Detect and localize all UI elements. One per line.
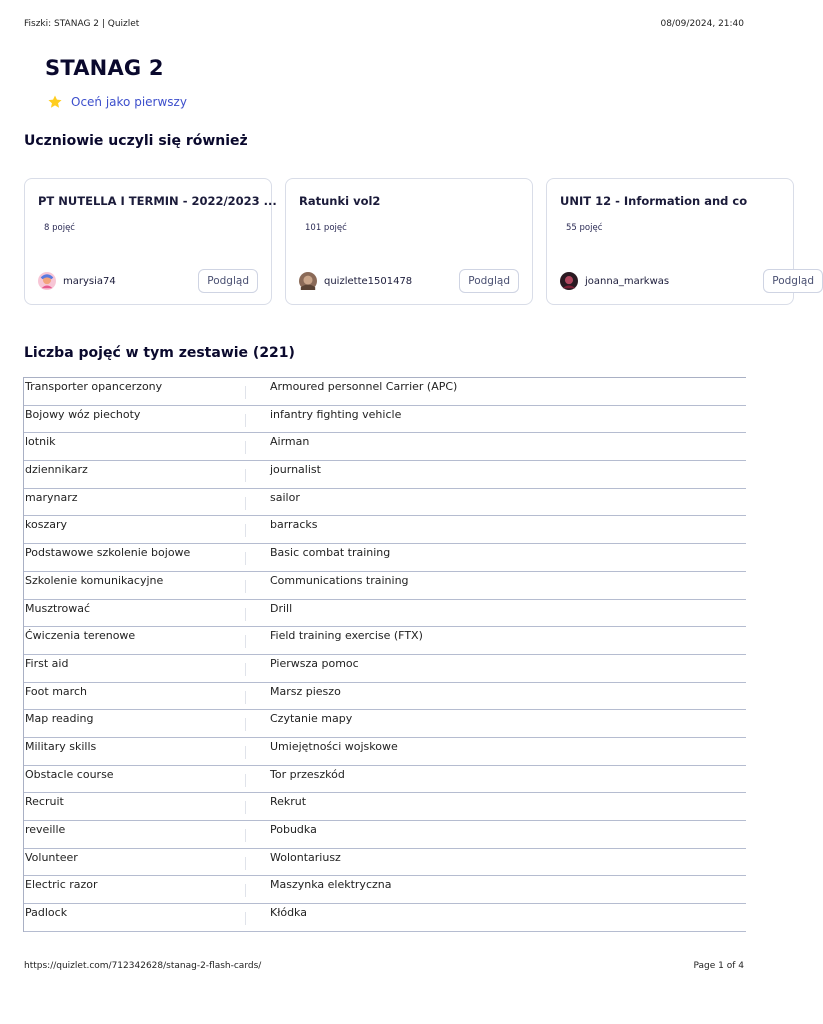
set-card-term-count: 55 pojęć bbox=[566, 223, 603, 233]
row-divider bbox=[245, 441, 246, 454]
set-card-author[interactable] bbox=[38, 271, 116, 291]
row-divider bbox=[245, 857, 246, 870]
row-divider bbox=[245, 608, 246, 621]
row-divider bbox=[245, 663, 246, 676]
term-text: Obstacle course bbox=[25, 767, 114, 781]
term-row bbox=[24, 793, 746, 821]
print-footer bbox=[24, 961, 744, 975]
term-row bbox=[24, 516, 746, 544]
term-text: Musztrować bbox=[25, 601, 91, 615]
term-text: First aid bbox=[25, 656, 69, 670]
definition-text: Umiejętności wojskowe bbox=[270, 739, 398, 753]
row-divider bbox=[245, 801, 246, 814]
definition-text: Czytanie mapy bbox=[270, 712, 353, 726]
avatar bbox=[38, 272, 56, 290]
term-text: Ćwiczenia terenowe bbox=[25, 629, 136, 643]
avatar bbox=[560, 272, 578, 290]
term-count-heading: Liczba pojęć w tym zestawie (221) bbox=[24, 345, 295, 361]
term-row bbox=[24, 766, 746, 794]
term-text: reveille bbox=[25, 823, 66, 836]
row-divider bbox=[245, 884, 246, 897]
term-row bbox=[24, 461, 746, 489]
set-card[interactable] bbox=[285, 178, 533, 305]
term-text: koszary bbox=[25, 518, 67, 532]
set-card-term-count: 101 pojęć bbox=[305, 223, 347, 233]
row-divider bbox=[245, 912, 246, 925]
terms-table bbox=[23, 377, 746, 932]
author-username: joanna_markwas bbox=[585, 275, 670, 287]
row-divider bbox=[245, 746, 246, 759]
term-row bbox=[24, 849, 746, 877]
set-card-title[interactable]: Ratunki vol2 bbox=[299, 194, 381, 208]
set-card-term-count: 8 pojęć bbox=[44, 223, 75, 233]
row-divider bbox=[245, 635, 246, 648]
row-divider bbox=[245, 497, 246, 510]
term-text: Foot march bbox=[25, 684, 87, 698]
also-studied-heading: Uczniowie uczyli się również bbox=[24, 133, 248, 149]
term-row bbox=[24, 904, 746, 932]
definition-text: Pobudka bbox=[270, 823, 317, 836]
term-row bbox=[24, 406, 746, 434]
preview-button[interactable]: Podgląd bbox=[763, 269, 823, 293]
term-row bbox=[24, 572, 746, 600]
term-text: Recruit bbox=[25, 795, 64, 809]
term-text: marynarz bbox=[25, 490, 78, 504]
term-text: Map reading bbox=[25, 712, 94, 726]
definition-text: Basic combat training bbox=[270, 546, 391, 560]
term-row bbox=[24, 489, 746, 517]
definition-text: Maszynka elektryczna bbox=[270, 878, 392, 892]
row-divider bbox=[245, 386, 246, 399]
term-text: Podstawowe szkolenie bojowe bbox=[25, 546, 191, 560]
definition-text: infantry fighting vehicle bbox=[270, 407, 402, 421]
author-username: quizlette1501478 bbox=[324, 275, 413, 287]
definition-text: Airman bbox=[270, 435, 310, 449]
definition-text: sailor bbox=[270, 490, 300, 504]
term-row bbox=[24, 876, 746, 904]
term-row bbox=[24, 683, 746, 711]
definition-text: Communications training bbox=[270, 573, 409, 587]
term-row bbox=[24, 378, 746, 406]
rating-text: Oceń jako pierwszy bbox=[71, 95, 187, 109]
definition-text: Field training exercise (FTX) bbox=[270, 629, 423, 643]
set-card[interactable] bbox=[24, 178, 277, 305]
row-divider bbox=[245, 469, 246, 482]
set-card-title[interactable]: UNIT 12 - Information and co bbox=[560, 194, 748, 208]
term-row bbox=[24, 433, 746, 461]
term-row bbox=[24, 738, 746, 766]
term-row bbox=[24, 710, 746, 738]
definition-text: Kłódka bbox=[270, 906, 307, 920]
term-text: lotnik bbox=[25, 435, 56, 449]
term-text: dziennikarz bbox=[25, 463, 88, 477]
definition-text: Rekrut bbox=[270, 795, 307, 809]
set-card[interactable] bbox=[546, 178, 814, 305]
star-icon bbox=[47, 94, 63, 110]
row-divider bbox=[245, 829, 246, 842]
term-row bbox=[24, 544, 746, 572]
set-card-author[interactable] bbox=[560, 271, 669, 291]
author-username: marysia74 bbox=[63, 275, 116, 287]
set-card-title[interactable]: PT NUTELLA I TERMIN - 2022/2023 ... bbox=[38, 194, 277, 208]
print-page-title: Fiszki: STANAG 2 | Quizlet bbox=[24, 19, 140, 29]
preview-button[interactable]: Podgląd bbox=[198, 269, 258, 293]
term-text: Volunteer bbox=[25, 850, 78, 864]
row-divider bbox=[245, 774, 246, 787]
print-datetime: 08/09/2024, 21:40 bbox=[660, 19, 744, 29]
term-text: Military skills bbox=[25, 739, 97, 753]
term-text: Padlock bbox=[25, 906, 68, 920]
definition-text: Wolontariusz bbox=[270, 850, 341, 864]
row-divider bbox=[245, 414, 246, 427]
print-header bbox=[24, 19, 744, 33]
row-divider bbox=[245, 691, 246, 704]
term-row bbox=[24, 655, 746, 683]
avatar bbox=[299, 272, 317, 290]
definition-text: Armoured personnel Carrier (APC) bbox=[270, 380, 458, 393]
term-text: Electric razor bbox=[25, 878, 98, 892]
term-row bbox=[24, 627, 746, 655]
page-title: STANAG 2 bbox=[45, 56, 164, 80]
print-url: https://quizlet.com/712342628/stanag-2-flash-cards/ bbox=[24, 961, 262, 971]
definition-text: Drill bbox=[270, 601, 293, 615]
definition-text: Marsz pieszo bbox=[270, 684, 341, 698]
row-divider bbox=[245, 580, 246, 593]
print-page-number: Page 1 of 4 bbox=[693, 961, 744, 971]
definition-text: journalist bbox=[270, 463, 321, 477]
definition-text: Pierwsza pomoc bbox=[270, 656, 359, 670]
rating-link[interactable] bbox=[47, 93, 187, 111]
row-divider bbox=[245, 718, 246, 731]
term-text: Transporter opancerzony bbox=[25, 380, 163, 393]
term-text: Szkolenie komunikacyjne bbox=[25, 573, 164, 587]
term-row bbox=[24, 821, 746, 849]
row-divider bbox=[245, 524, 246, 537]
term-row bbox=[24, 600, 746, 628]
definition-text: Tor przeszkód bbox=[270, 767, 345, 781]
definition-text: barracks bbox=[270, 518, 318, 532]
also-studied-carousel bbox=[24, 178, 814, 306]
term-text: Bojowy wóz piechoty bbox=[25, 407, 141, 421]
row-divider bbox=[245, 552, 246, 565]
preview-button[interactable]: Podgląd bbox=[459, 269, 519, 293]
set-card-author[interactable] bbox=[299, 271, 412, 291]
